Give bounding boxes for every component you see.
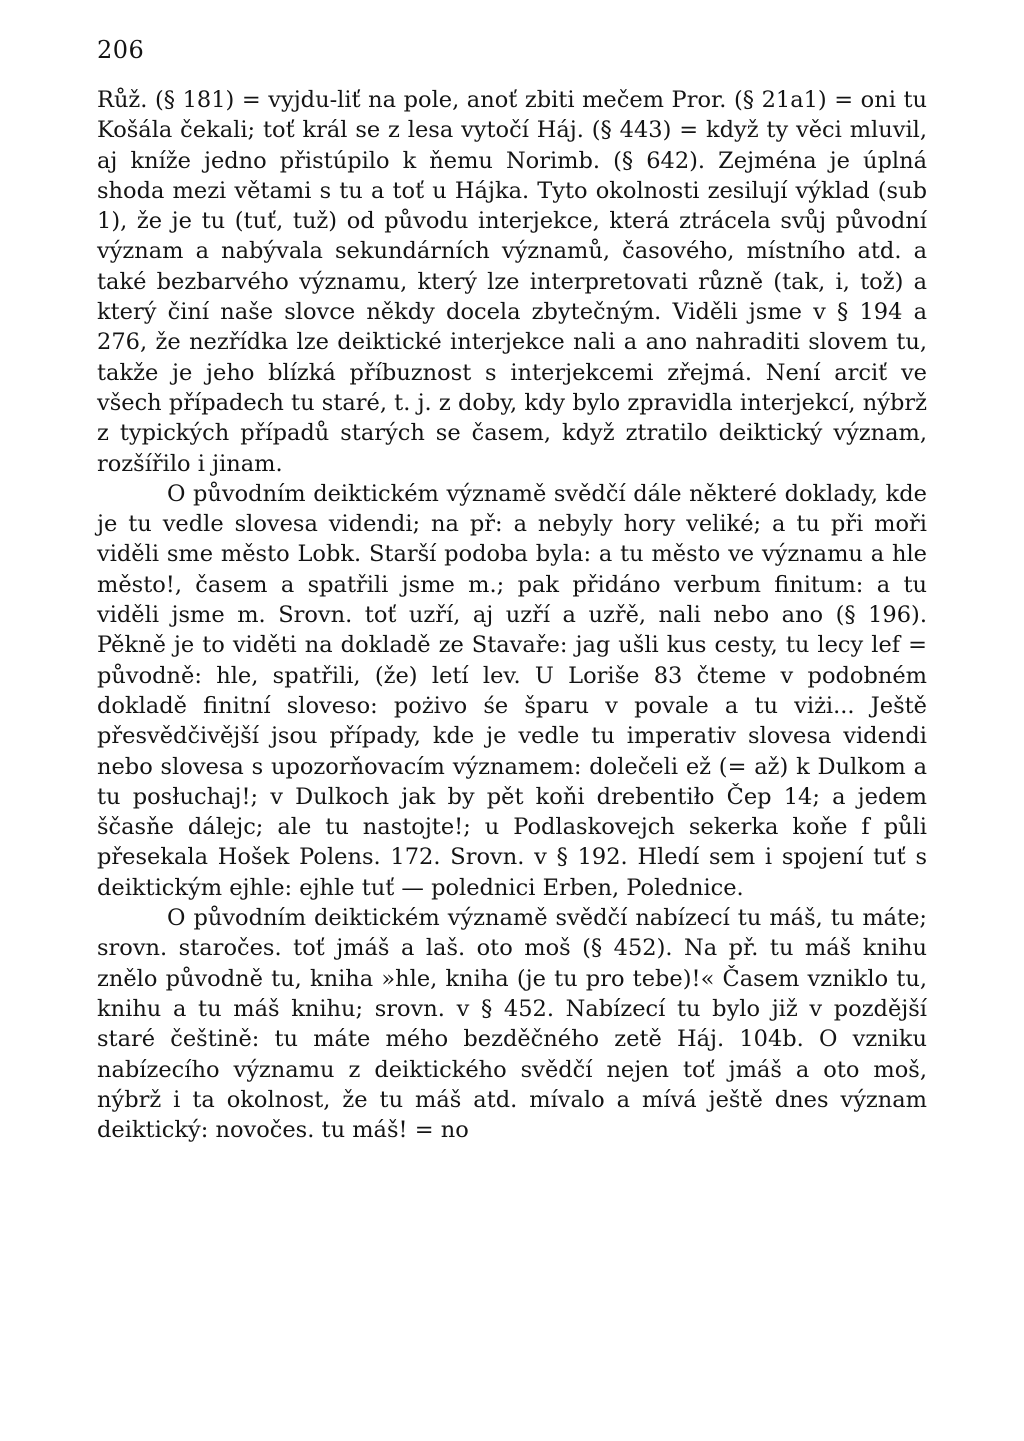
page-body-text: [97, 85, 927, 1145]
paragraph: O původním deiktickém významě svědčí dále některé doklady, kde je tu vedle slovesa videndi; na př: a nebyly hory veliké; a tu při moři viděli sme město Lobk. Starší podoba byla: a tu město ve významu a hle město!, časem a spatřili jsme m.; pak přidáno verbum finitum: a tu viděli jsme m. Srovn. toť uzří, aj uzří a uzřě, nali nebo ano (§ 196). Pěkně je to viděti na dokladě ze Stavaře: jag ušli kus cesty, tu lecy lef = původně: hle, spatřili, (že) letí lev. U Loriše 83 čteme v podobném dokladě finitní sloveso: pożivo śe šparu v povale a tu viżi... Ještě přesvědčivější jsou případy, kde je vedle tu imperativ slovesa videndi nebo slovesa s upozorňovacím významem: dolečeli ež (= až) k Dulkom a tu posłuchaj!; v Dulkoch jak by pět koňi drebentiło Čep 14; a jedem ščasňe dálejc; ale tu nastojte!; u Podlaskovejch sekerka koňe f půli přesekala Hošek Polens. 172. Srovn. v § 192. Hledí sem i spojení tuť s deiktickým ejhle: ejhle tuť — polednici Erben, Polednice.: [97, 480, 927, 901]
paragraph: O původním deiktickém významě svědčí nabízecí tu máš, tu máte; srovn. staročes. toť jmáš a laš. oto moš (§ 452). Na př. tu máš knihu znělo původně tu, kniha »hle, kniha (je tu pro tebe)!« Časem vzniklo tu, knihu a tu máš knihu; srovn. v § 452. Nabízecí tu bylo již v pozdější staré češtině: tu máte mého bezděčného zetě Háj. 104b. O vzniku nabízecího významu z deiktického svědčí nejen toť jmáš a oto moš, nýbrž i ta okolnost, že tu máš atd. mívalo a mívá ještě dnes význam deiktický: novočes. tu máš! = no: [97, 905, 927, 1144]
page-number: 206: [97, 36, 145, 64]
paragraph: Růž. (§ 181) = vyjdu-liť na pole, anoť zbiti mečem Pror. (§ 21a1) = oni tu Košála čekali; toť král se z lesa vytočí Háj. (§ 443) = když ty věci mluvil, aj kníže jedno přistúpilo k ňemu Norimb. (§ 642). Zejména je úplná shoda mezi větami s tu a toť u Hájka. Tyto okolnosti zesilují výklad (sub 1), že je tu (tuť, tuž) od původu interjekce, která ztrácela svůj původní význam a nabývala sekundárních významů, časového, místního atd. a také bezbarvého významu, který lze interpretovati různě (tak, i, tož) a který činí naše slovce někdy docela zbytečným. Viděli jsme v § 194 a 276, že nezřídka lze deiktické interjekce nali a ano nahraditi slovem tu, takže je jeho blízká příbuznost s interjekcemi zřejmá. Není arciť ve všech případech tu staré, t. j. z doby, kdy bylo zpravidla interjekcí, nýbrž z typických případů starých se časem, když ztratilo deiktický význam, rozšířilo i jinam.: [97, 87, 927, 477]
